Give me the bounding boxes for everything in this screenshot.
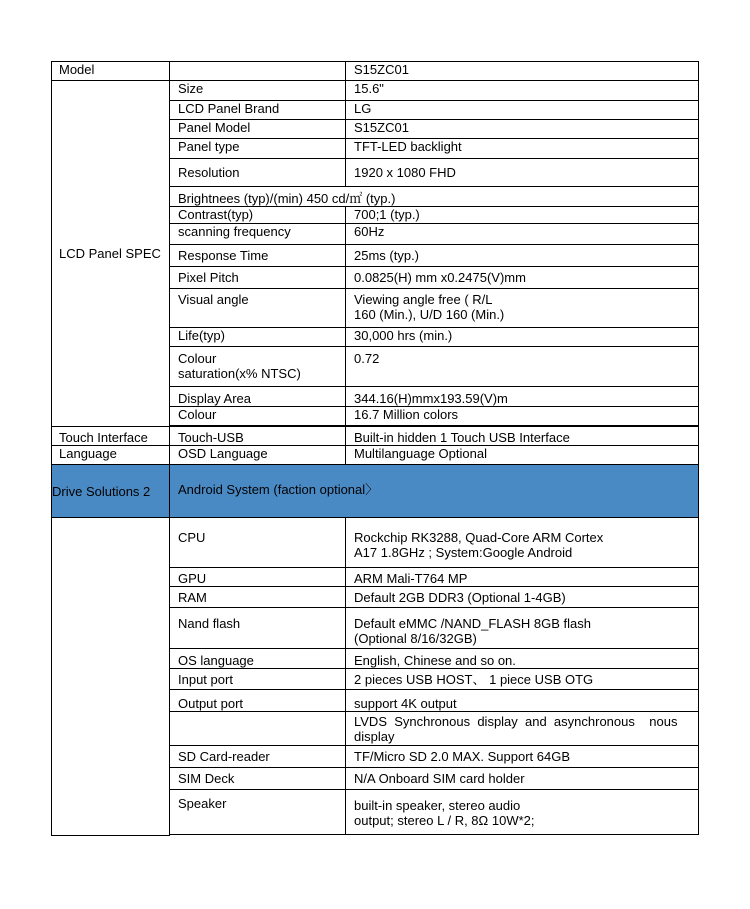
os-language-value: English, Chinese and so on. (346, 649, 699, 669)
row-cpu (52, 518, 699, 568)
visual-angle-value (346, 289, 699, 328)
lcd-group-label: LCD Panel SPEC (52, 81, 170, 427)
spec-table (51, 61, 699, 836)
touch-group-label: Touch Interface (52, 427, 170, 446)
resolution-label: Resolution (170, 159, 346, 187)
sim-value: N/A Onboard SIM card holder (346, 768, 699, 790)
panel-model-label: Panel Model (170, 120, 346, 139)
colour-label: Colour (170, 407, 346, 426)
panel-type-label: Panel type (170, 139, 346, 159)
response-value: 25ms (typ.) (346, 245, 699, 267)
life-value: 30,000 hrs (min.) (346, 328, 699, 347)
cpu-label: CPU (170, 518, 346, 568)
size-value: 15.6" (346, 81, 699, 101)
lvds-value (346, 712, 699, 746)
nand-value (346, 608, 699, 649)
brightness-label: Brightnees (typ)/(min) 450 cd/㎡ (typ.) (170, 187, 699, 207)
sd-label: SD Card-reader (170, 746, 346, 768)
visual-angle-value-line2: 160 (Min.), U/D 160 (Min.) (354, 307, 505, 322)
ram-value: Default 2GB DDR3 (Optional 1-4GB) (346, 587, 699, 608)
life-label: Life(typ) (170, 328, 346, 347)
os-language-label: OS language (170, 649, 346, 669)
contrast-value: 700;1 (typ.) (346, 207, 699, 224)
language-value: Multilanguage Optional (346, 446, 699, 465)
speaker-label: Speaker (170, 790, 346, 835)
touch-label: Touch-USB (170, 427, 346, 446)
drive-title: Android System (faction optional〉 (170, 465, 699, 518)
lvds-value-line2: display (354, 729, 395, 744)
scanning-label: scanning frequency (170, 224, 346, 245)
pixel-pitch-value: 0.0825(H) mm x0.2475(V)mm (346, 267, 699, 289)
display-area-value: 344.16(H)mmx193.59(V)m (346, 387, 699, 407)
colour-sat-label (170, 347, 346, 387)
panel-model-value: S15ZC01 (346, 120, 699, 139)
row-size (52, 81, 699, 101)
output-port-value: support 4K output (346, 690, 699, 712)
language-label: OSD Language (170, 446, 346, 465)
colour-value: 16.7 Million colors (346, 407, 699, 426)
colour-sat-label-line1: Colour (178, 351, 217, 366)
language-group-label: Language (52, 446, 170, 465)
speaker-value-line2: output; stereo L / R, 8Ω 10W*2; (354, 813, 535, 828)
visual-angle-label: Visual angle (170, 289, 346, 328)
brand-label: LCD Panel Brand (170, 101, 346, 120)
output-port-label: Output port (170, 690, 346, 712)
pixel-pitch-label: Pixel Pitch (170, 267, 346, 289)
android-group-empty-cell (52, 518, 170, 836)
contrast-label: Contrast(typ) (170, 207, 346, 224)
row-drive-solutions (52, 465, 699, 518)
panel-type-value: TFT-LED backlight (346, 139, 699, 159)
nand-label: Nand flash (170, 608, 346, 649)
cpu-value-line2: A17 1.8GHz ; System:Google Android (354, 545, 573, 560)
speaker-value-line1: built-in speaker, stereo audio (354, 798, 521, 813)
nand-value-line1: Default eMMC /NAND_FLASH 8GB flash (354, 616, 591, 631)
gpu-value: ARM Mali-T764 MP (346, 568, 699, 587)
colour-sat-label-line2: saturation(x% NTSC) (178, 366, 301, 381)
scanning-value: 60Hz (346, 224, 699, 245)
touch-value: Built-in hidden 1 Touch USB Interface (346, 427, 699, 446)
row-model (52, 62, 699, 81)
visual-angle-value-line1: Viewing angle free ( R/L (354, 292, 493, 307)
sd-value: TF/Micro SD 2.0 MAX. Support 64GB (346, 746, 699, 768)
model-value: S15ZC01 (346, 62, 699, 81)
lvds-value-line1 (354, 714, 698, 729)
input-port-label: Input port (170, 669, 346, 690)
size-label: Size (170, 81, 346, 101)
nand-value-line2: (Optional 8/16/32GB) (354, 631, 477, 646)
speaker-value (346, 790, 699, 835)
resolution-value: 1920 x 1080 FHD (346, 159, 699, 187)
row-touch (52, 427, 699, 446)
row-language (52, 446, 699, 465)
drive-group-label: Drive Solutions 2 (52, 465, 170, 518)
lvds-empty-label (170, 712, 346, 746)
input-port-value: 2 pieces USB HOST、 1 piece USB OTG (346, 669, 699, 690)
colour-sat-value: 0.72 (346, 347, 699, 387)
ram-label: RAM (170, 587, 346, 608)
display-area-label: Display Area (170, 387, 346, 407)
lvds-value-line1-text: LVDS Synchronous display and asynchronous nous (354, 714, 678, 729)
response-label: Response Time (170, 245, 346, 267)
cpu-value-line1: Rockchip RK3288, Quad-Core ARM Cortex (354, 530, 604, 545)
gpu-label: GPU (170, 568, 346, 587)
model-label: Model (52, 62, 170, 81)
model-empty-cell (170, 62, 346, 81)
cpu-value (346, 518, 699, 568)
sim-label: SIM Deck (170, 768, 346, 790)
brand-value: LG (346, 101, 699, 120)
